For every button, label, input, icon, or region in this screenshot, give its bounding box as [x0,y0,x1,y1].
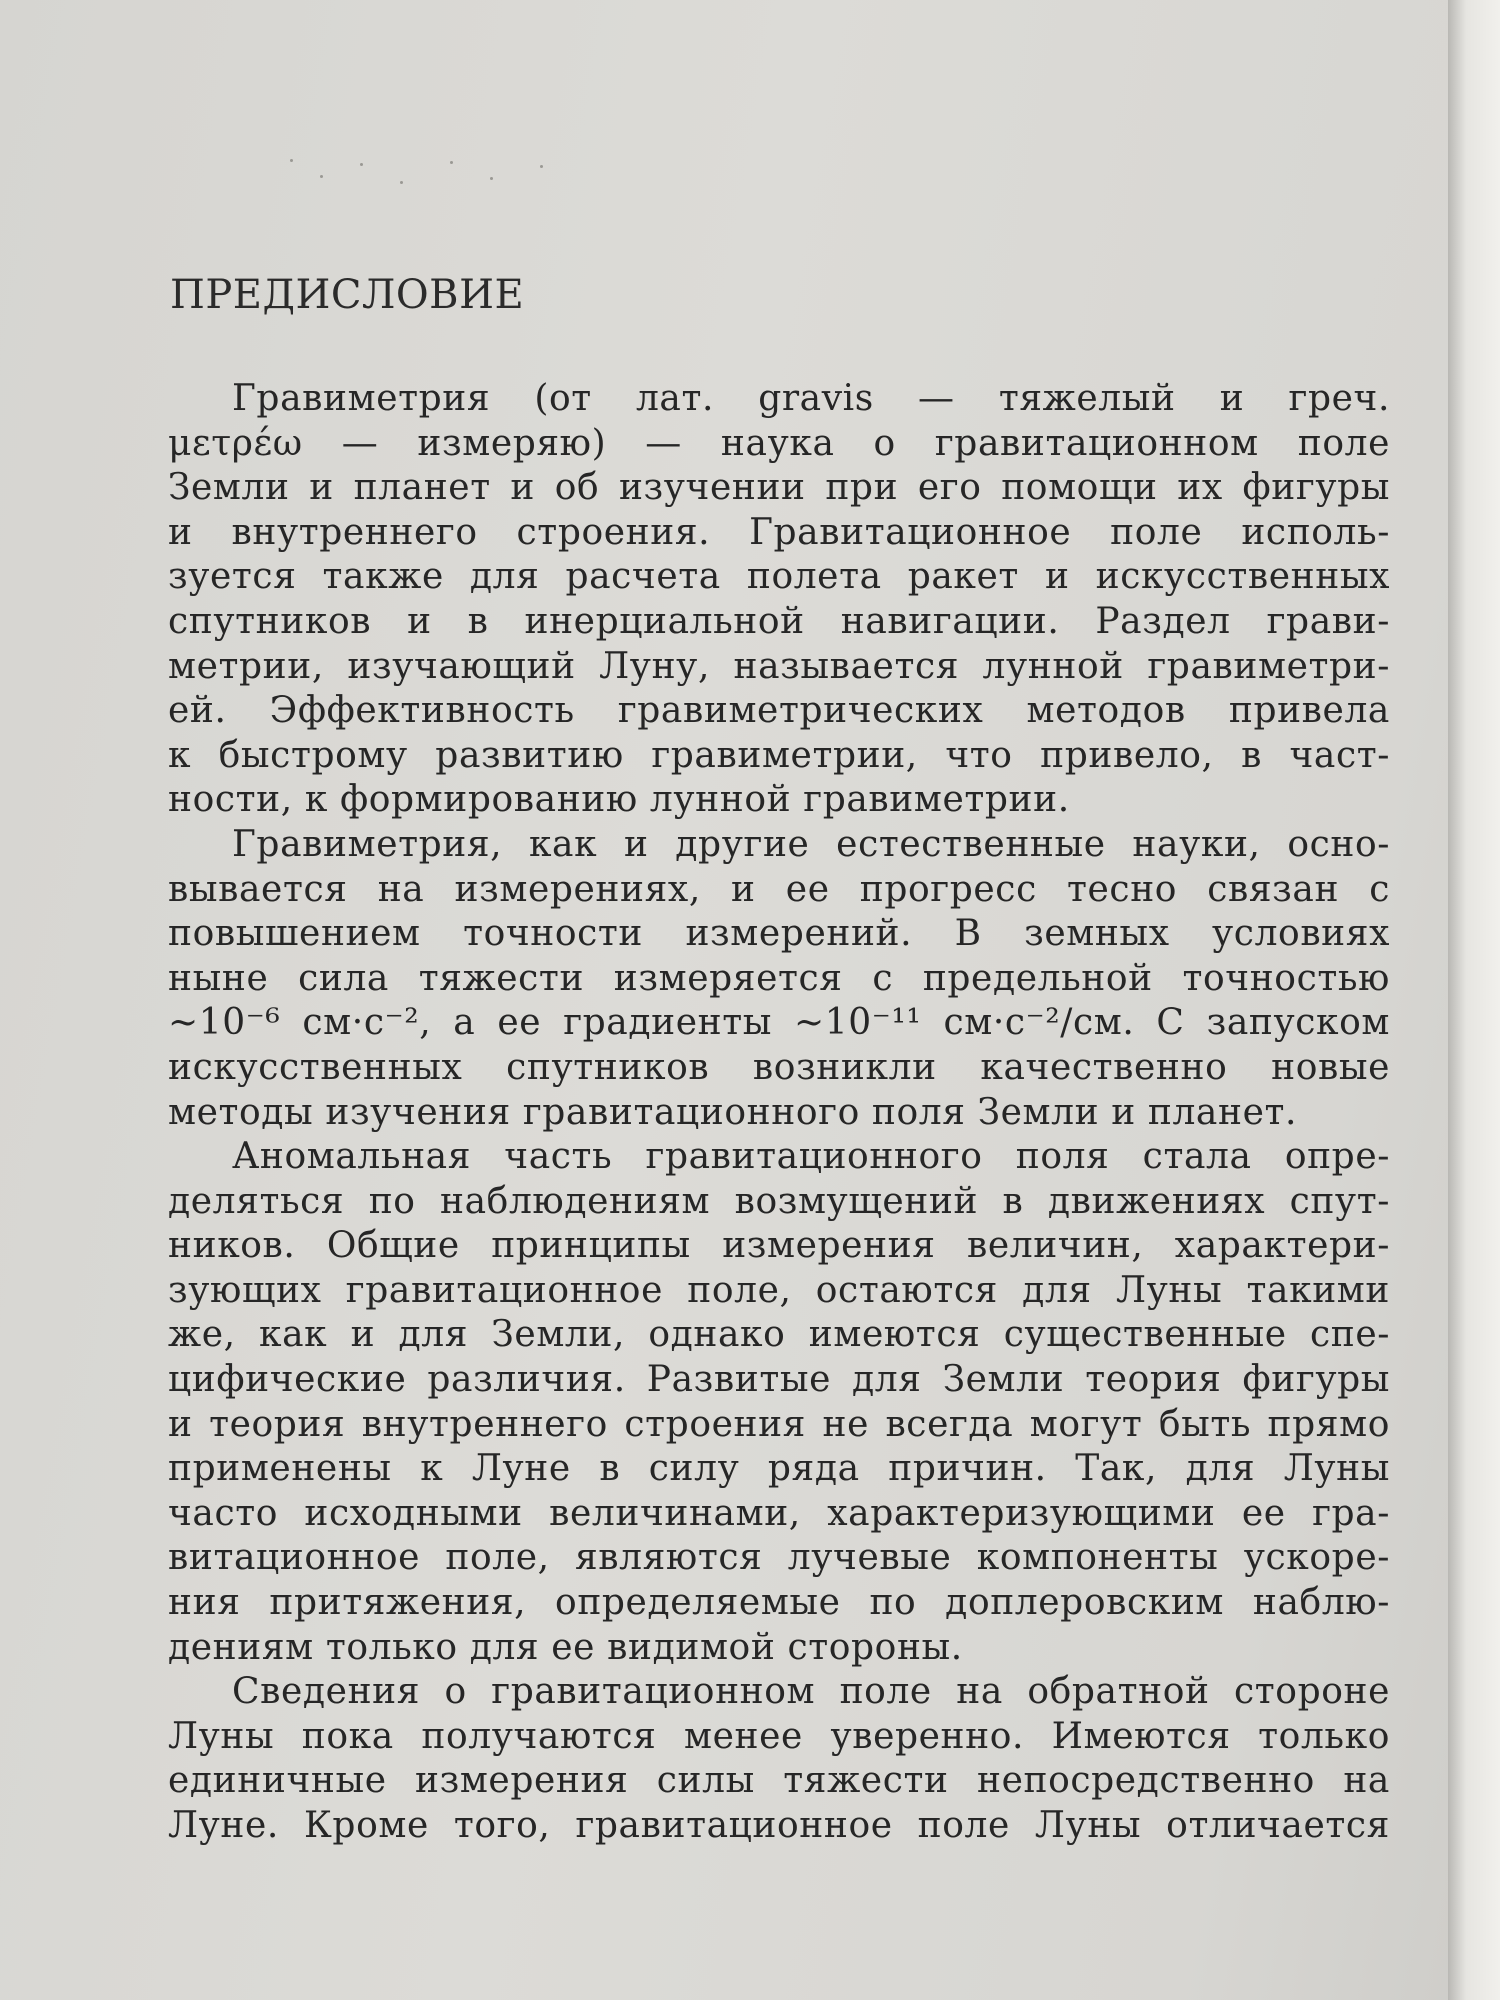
text-line: Гравиметрия (от лат. gravis — тяжелый и греч. [232,378,1390,419]
text-line: ~10⁻⁶ см·с⁻², а ее градиенты ~10⁻¹¹ см·с⁻²/см. С запуском [168,1002,1390,1044]
text-line: Аномальная часть гравитационного поля стала опре- [232,1136,1390,1178]
text-line: ей. Эффективность гравиметрических методов привела [168,690,1390,732]
text-line: Луне. Кроме того, гравитационное поле Луны отличается [168,1805,1390,1846]
text-line: зующих гравитационное поле, остаются для Луны такими [168,1269,1390,1311]
text-line: Гравиметрия, как и другие естественные науки, осно- [232,823,1390,865]
text-line: Луны пока получаются менее уверенно. Имеются только [168,1715,1390,1757]
paragraph [168,1135,1390,1670]
text-line: спутников и в инерциальной навигации. Раздел грави- [168,600,1390,642]
text-line: часто исходными величинами, характеризующими ее гра- [168,1492,1390,1534]
text-line: искусственных спутников возникли качественно новые [168,1046,1390,1088]
text-line: μετρέω — измеряю) — наука о гравитационном поле [168,422,1390,464]
text-line: витационное поле, являются лучевые компоненты ускоре- [168,1537,1390,1579]
text-line: Сведения о гравитационном поле на обратной стороне [232,1671,1390,1713]
text-line: Земли и планет и об изучении при его помощи их фигуры [168,467,1390,509]
paragraph [168,1670,1390,1848]
text-line: методы изучения гравитационного поля Земли и планет. [168,1091,1298,1133]
text-line: ников. Общие принципы измерения величин, характери- [168,1225,1390,1267]
paragraph [168,823,1390,1135]
text-line: деляться по наблюдениям возмущений в движениях спут- [168,1180,1390,1222]
text-line: же, как и для Земли, однако имеются существенные спе- [168,1314,1390,1356]
decorative-dots [290,155,590,195]
text-line: ныне сила тяжести измеряется с предельной точностью [168,957,1390,999]
page-edge [1448,0,1500,2000]
text-line: единичные измерения силы тяжести непосредственно на [168,1760,1390,1802]
text-line: применены к Луне в силу ряда причин. Так, для Луны [168,1448,1390,1490]
text-line: и теория внутреннего строения не всегда могут быть прямо [168,1403,1390,1445]
body-text [168,377,1390,1849]
text-line: метрии, изучающий Луну, называется лунной гравиметри- [168,645,1390,687]
page-title: ПРЕДИСЛОВИЕ [170,272,525,318]
text-line: дениям только для ее видимой стороны. [168,1626,963,1668]
text-line: к быстрому развитию гравиметрии, что привело, в част- [168,734,1390,776]
text-line: и внутреннего строения. Гравитационное поле исполь- [168,511,1390,553]
text-line: зуется также для расчета полета ракет и искусственных [168,556,1390,598]
paragraph [168,377,1390,823]
text-line: вывается на измерениях, и ее прогресс тесно связан с [168,868,1390,910]
text-line: цифические различия. Развитые для Земли теория фигуры [168,1359,1390,1401]
text-line: ности, к формированию лунной гравиметрии. [168,779,1070,821]
text-line: повышением точности измерений. В земных условиях [168,913,1390,955]
text-line: ния притяжения, определяемые по доплеровским наблю- [168,1582,1390,1624]
